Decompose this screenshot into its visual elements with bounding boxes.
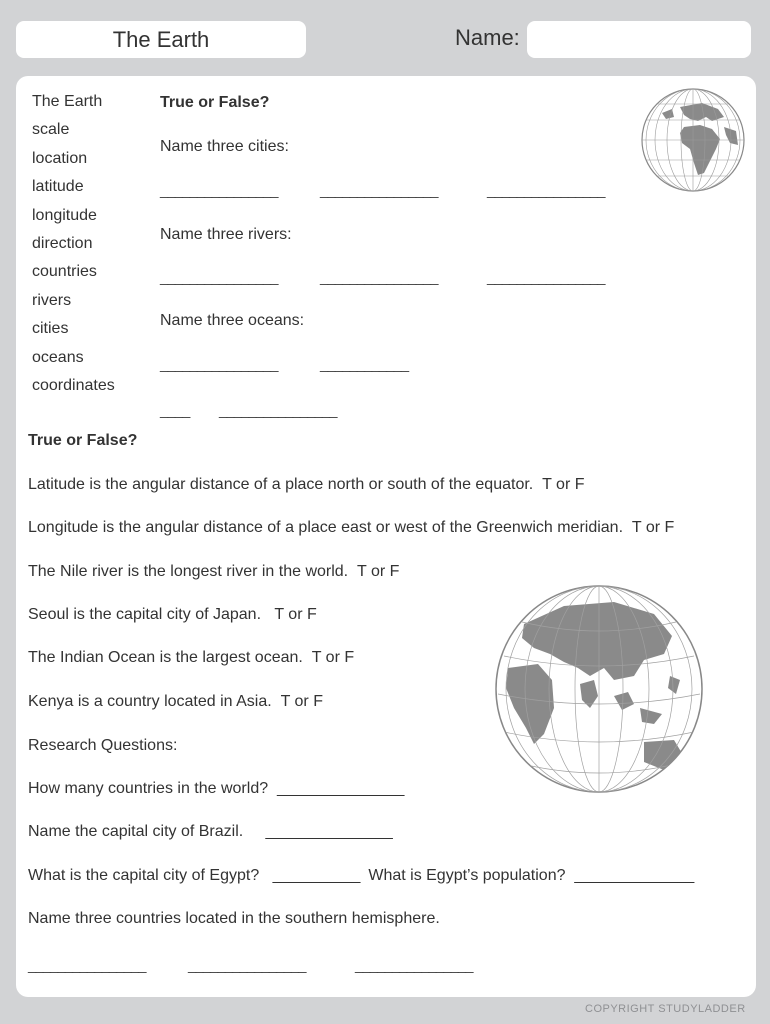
word-bank-item: cities (32, 320, 69, 338)
research-q2 (28, 823, 392, 841)
cities-prompt: Name three cities: (160, 138, 289, 155)
word-bank-item: rivers (32, 291, 72, 309)
tf-statement: Kenya is a country located in Asia. (28, 693, 272, 710)
rivers-prompt: Name three rivers: (160, 226, 292, 243)
city-blank-2[interactable]: ________________ (320, 182, 438, 199)
tf-choice[interactable]: T or F (357, 563, 400, 580)
city-blank-1[interactable]: ________________ (160, 182, 278, 199)
word-bank-item: location (32, 149, 88, 167)
tf-item-6 (28, 693, 323, 711)
tf-statement: Seoul is the capital city of Japan. (28, 606, 262, 623)
word-bank-item: oceans (32, 348, 84, 366)
tf-statement: The Indian Ocean is the largest ocean. (28, 649, 303, 666)
oceans-prompt: Name three oceans: (160, 312, 305, 329)
word-bank-item: longitude (32, 206, 97, 224)
word-bank-item: scale (32, 121, 70, 139)
river-blank-3[interactable]: ________________ (487, 269, 605, 286)
research-q3a-text: What is the capital city of Egypt? (28, 867, 260, 884)
ocean-blank-3a[interactable]: ____ (160, 402, 190, 419)
word-bank-item: latitude (32, 178, 84, 196)
top-heading: True or False? (160, 94, 270, 111)
tf-choice[interactable]: T or F (280, 693, 323, 710)
tf-choice[interactable]: T or F (631, 519, 675, 536)
small-globe-icon (640, 87, 746, 193)
research-q2-text: Name the capital city of Brazil. (28, 823, 244, 840)
river-blank-2[interactable]: ________________ (320, 269, 438, 286)
word-bank-item: direction (32, 235, 93, 253)
city-blank-3[interactable]: ________________ (487, 182, 605, 199)
ocean-blank-1[interactable]: ________________ (160, 356, 278, 373)
word-bank-item: countries (32, 263, 97, 281)
tf-statement: Latitude is the angular distance of a place north or south of the equator. (28, 476, 534, 493)
large-globe-icon (494, 584, 704, 794)
ocean-blank-2[interactable]: ____________ (320, 356, 409, 373)
research-q3b-text: What is Egypt’s population? (368, 867, 566, 884)
tf-item-4 (28, 606, 317, 624)
tf-statement: Longitude is the angular distance of a place east or west of the Greenwich meridian. (28, 519, 624, 536)
copyright-footer: COPYRIGHT STUDYLADDER (585, 1003, 746, 1015)
tf-item-1 (28, 476, 585, 494)
true-false-heading: True or False? (28, 432, 138, 449)
tf-item-3 (28, 563, 399, 581)
word-bank (32, 88, 115, 400)
word-bank-item: The Earth (32, 93, 103, 110)
research-q2-blank[interactable]: ________________ (265, 823, 392, 840)
name-label: Name: (455, 25, 520, 50)
tf-choice[interactable]: T or F (542, 476, 585, 493)
research-q3 (28, 867, 693, 885)
tf-item-5 (28, 649, 354, 667)
tf-choice[interactable]: T or F (274, 606, 317, 623)
research-q1-text: How many countries in the world? (28, 780, 269, 797)
research-q3a-blank[interactable]: ___________ (272, 867, 360, 884)
worksheet-title: The Earth (16, 21, 306, 58)
tf-choice[interactable]: T or F (311, 649, 355, 666)
word-bank-item: coordinates (32, 377, 115, 395)
research-q3b-blank[interactable]: ________________ (574, 867, 693, 884)
ocean-blank-3b[interactable]: ________________ (219, 402, 337, 419)
research-q4: Name three countries located in the southern hemisphere. (28, 910, 440, 927)
river-blank-1[interactable]: ________________ (160, 269, 278, 286)
research-heading: Research Questions: (28, 737, 178, 754)
country-blank-1[interactable]: ________________ (28, 957, 146, 974)
name-input[interactable] (527, 21, 751, 58)
research-q1-blank[interactable]: ________________ (277, 780, 404, 797)
tf-item-2 (28, 519, 674, 537)
country-blank-3[interactable]: ________________ (355, 957, 473, 974)
country-blank-2[interactable]: ________________ (188, 957, 306, 974)
tf-statement: The Nile river is the longest river in the world. (28, 563, 349, 580)
research-q1 (28, 780, 403, 798)
